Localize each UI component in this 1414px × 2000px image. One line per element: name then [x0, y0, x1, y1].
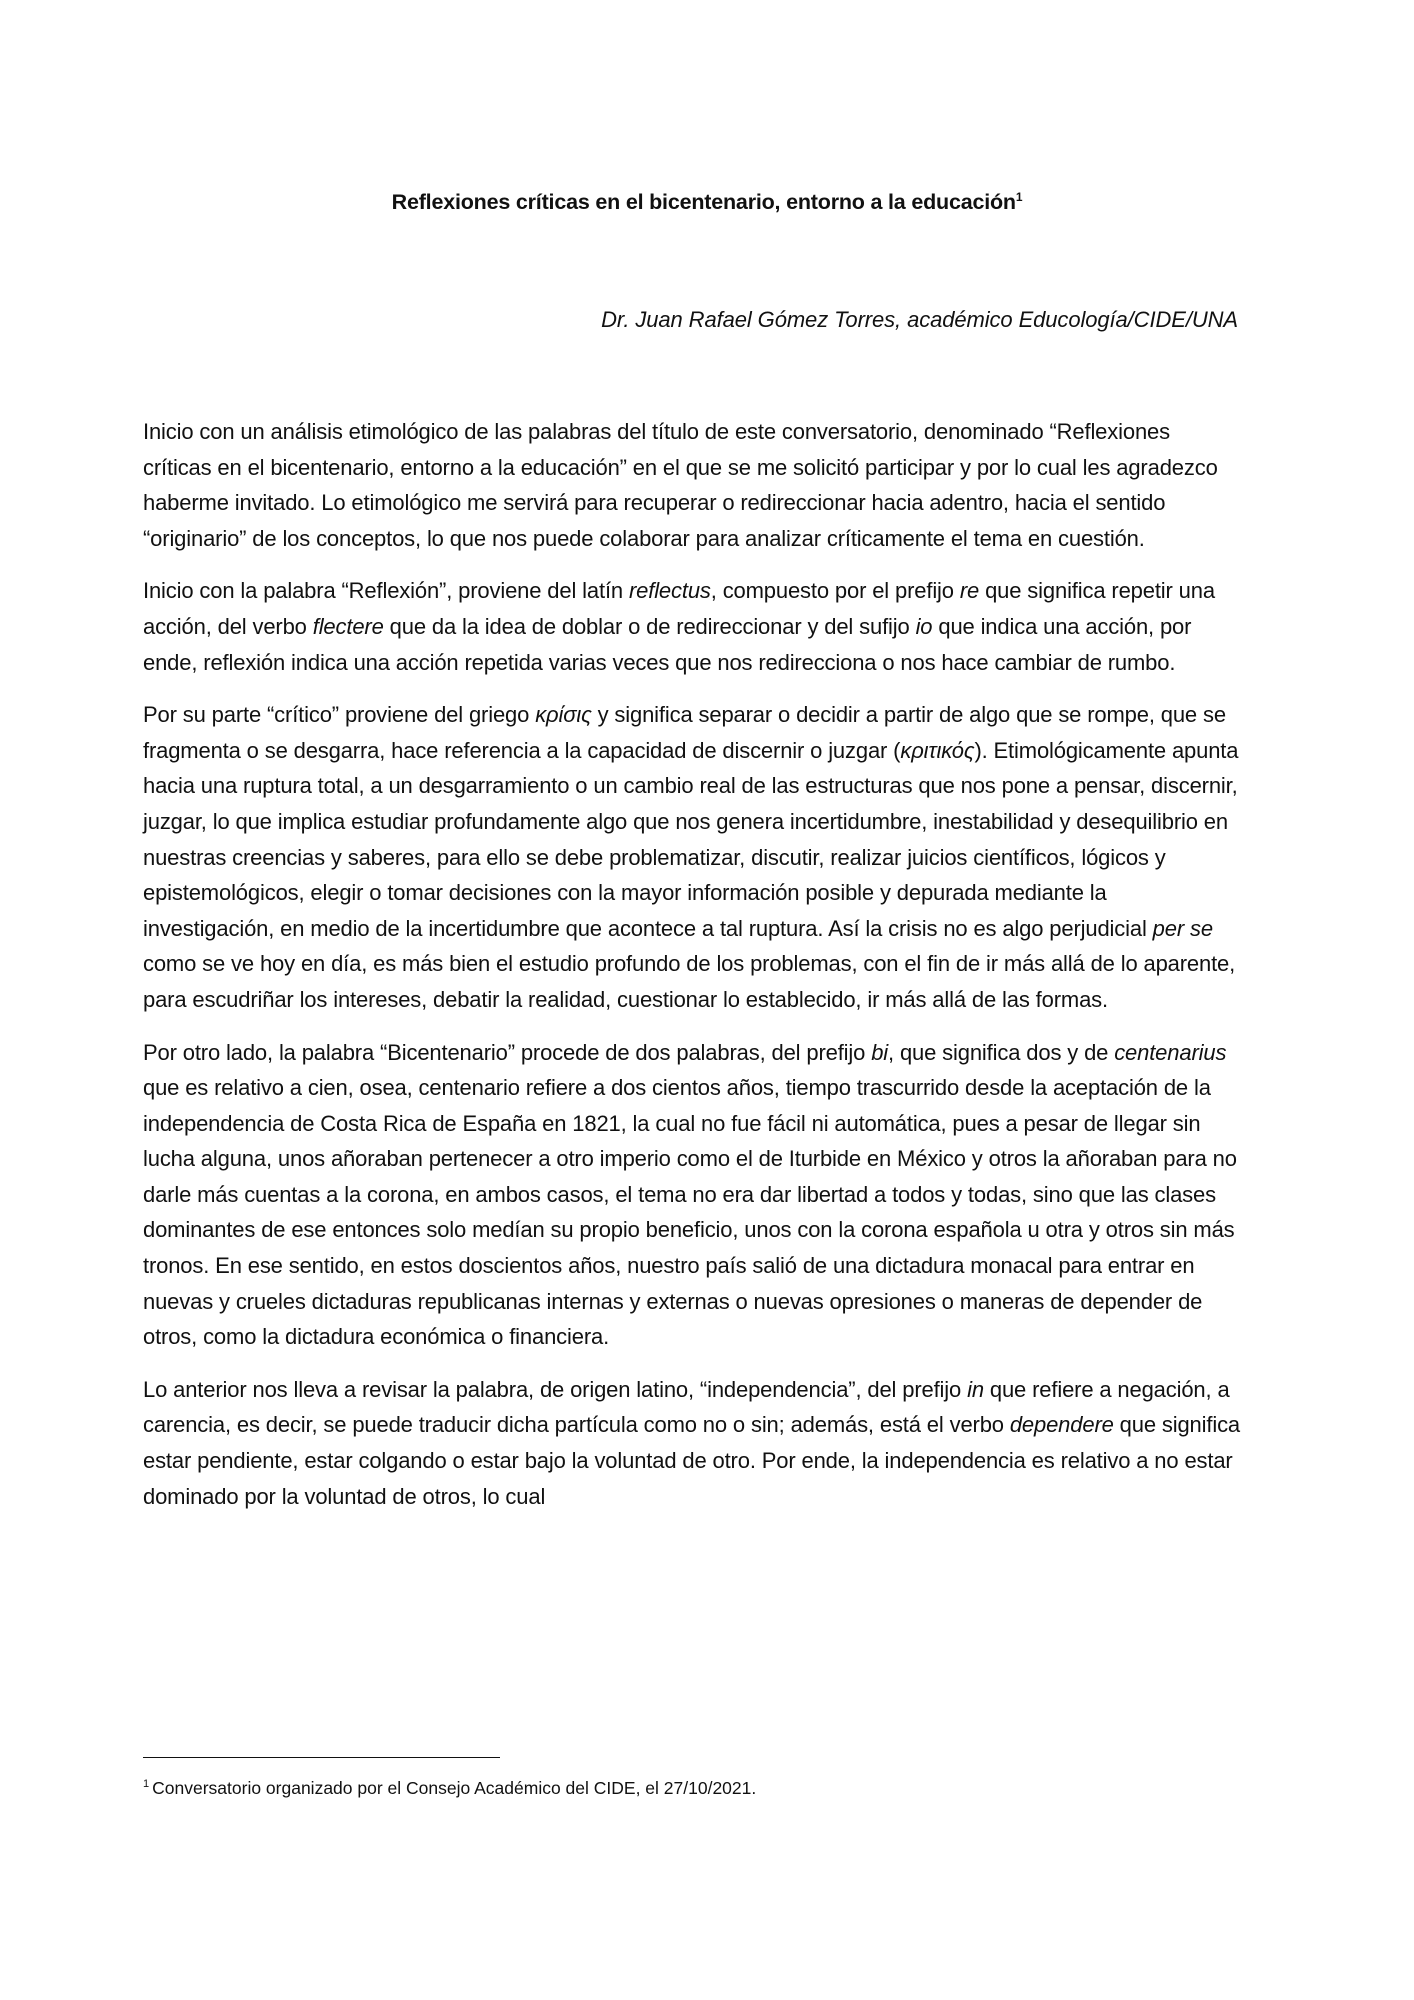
italic-term: bi [871, 1039, 889, 1065]
title-text: Reflexiones críticas en el bicentenario, entorno a la educación [391, 190, 1016, 214]
paragraph-text: , compuesto por el prefijo [710, 578, 960, 604]
paragraph-text: Por su parte “crítico” proviene del griego [143, 702, 536, 728]
document-body [143, 414, 1243, 1531]
paragraph-text: que es relativo a cien, osea, centenario refiere a dos cientos años, tiempo trascurrido desde la aceptación de la independencia de Costa Rica de España en 1821, la cual no fue fácil ni automática, pues a pesar de llegar sin lucha alguna, unos añoraban pertenecer a otro imperio como el de Iturbide en México y otros la añoraban para no darle más cuentas a la corona, en ambos casos, el tema no era dar libertad a todos y todas, sino que las clases dominantes de ese entonces solo medían su propio beneficio, unos con la corona española u otra y otros sin más tronos. En ese sentido, en estos doscientos años, nuestro país salió de una dictadura monacal para entrar en nuevas y crueles dictaduras republicanas internas y externas o nuevas opresiones o maneras de depender de otros, como la dictadura económica o financiera. [143, 1075, 1237, 1350]
footnote [143, 1776, 756, 1800]
paragraph-text: Lo anterior nos lleva a revisar la palabra, de origen latino, “independencia”, del prefijo [143, 1376, 968, 1402]
paragraph-text: que significa estar pendiente, estar colgando o estar bajo la voluntad de otro. Por ende, la independencia es relativo a no estar dominado por la voluntad de otros, lo cual [143, 1412, 1241, 1509]
paragraph-text: como se ve hoy en día, es más bien el estudio profundo de los problemas, con el fin de ir más allá de lo aparente, para escudriñar los intereses, debatir la realidad, cuestionar lo establecido, ir más allá de las formas. [143, 951, 1236, 1012]
paragraph-text: que indica una acción, por ende, reflexión indica una acción repetida varias veces que nos redirecciona o nos hace cambiar de rumbo. [143, 613, 1192, 675]
italic-term: centenarius [1114, 1039, 1227, 1065]
paragraph-text: que refiere a negación, a carencia, es decir, se puede traducir dicha partícula como no o sin; además, está el verbo [143, 1376, 1230, 1438]
paragraph-text: Por otro lado, la palabra “Bicentenario” procede de dos palabras, del prefijo [143, 1039, 872, 1065]
paragraph-text: y significa separar o decidir a partir de algo que se rompe, que se fragmenta o se desgarra, hace referencia a la capacidad de discernir o juzgar ( [143, 702, 1226, 763]
paragraph-text: que significa repetir una acción, del verbo [143, 578, 1215, 639]
italic-term: io [915, 613, 933, 639]
footnote-divider [143, 1757, 500, 1758]
italic-term: per se [1152, 915, 1213, 941]
paragraph-text: Inicio con la palabra “Reflexión”, proviene del latín [143, 578, 629, 604]
paragraph-text: Inicio con un análisis etimológico de las palabras del título de este conversatorio, denominado “Reflexiones críticas en el bicentenario, entorno a la educación” en el que se me solicitó participar y por lo cual les agradezco haberme invitado. Lo etimológico me servirá para recuperar o redireccionar hacia adentro, hacia el sentido “originario” de los conceptos, lo que nos puede colaborar para analizar críticamente el tema en cuestión. [143, 419, 1218, 551]
paragraph-text: ). Etimológicamente apunta hacia una ruptura total, a un desgarramiento o un cambio real de las estructuras que nos pone a pensar, discernir, juzgar, lo que implica estudiar profundamente algo que nos genera incertidumbre, inestabilidad y desequilibrio en nuestras creencias y saberes, para ello se debe problematizar, discutir, realizar juicios científicos, lógicos y epistemológicos, elegir o tomar decisiones con la mayor información posible y depurada mediante la investigación, en medio de la incertidumbre que acontece a tal ruptura. Así la crisis no es algo perjudicial [143, 737, 1239, 941]
footnote-marker: 1 [143, 1778, 150, 1791]
italic-term: κρίσις [535, 702, 592, 728]
italic-term: re [959, 578, 980, 604]
body-paragraph [143, 697, 1243, 1017]
title-footnote-marker[interactable]: 1 [1015, 189, 1023, 204]
body-paragraph [143, 1035, 1243, 1355]
paragraph-text: , que significa dos y de [888, 1039, 1115, 1065]
footnote-text: Conversatorio organizado por el Consejo Académico del CIDE, el 27/10/2021. [152, 1778, 757, 1798]
italic-term: in [967, 1376, 984, 1402]
italic-term: dependere [1009, 1412, 1114, 1438]
document-title [0, 190, 1414, 215]
body-paragraph [143, 414, 1243, 556]
italic-term: κριτικός [900, 737, 975, 763]
italic-term: reflectus [628, 578, 711, 604]
italic-term: flectere [312, 613, 384, 639]
paragraph-text: que da la idea de doblar o de redireccionar y del sufijo [383, 613, 916, 639]
body-paragraph [143, 573, 1243, 680]
body-paragraph [143, 1372, 1243, 1514]
author-line: Dr. Juan Rafael Gómez Torres, académico Educología/CIDE/UNA [601, 307, 1238, 332]
